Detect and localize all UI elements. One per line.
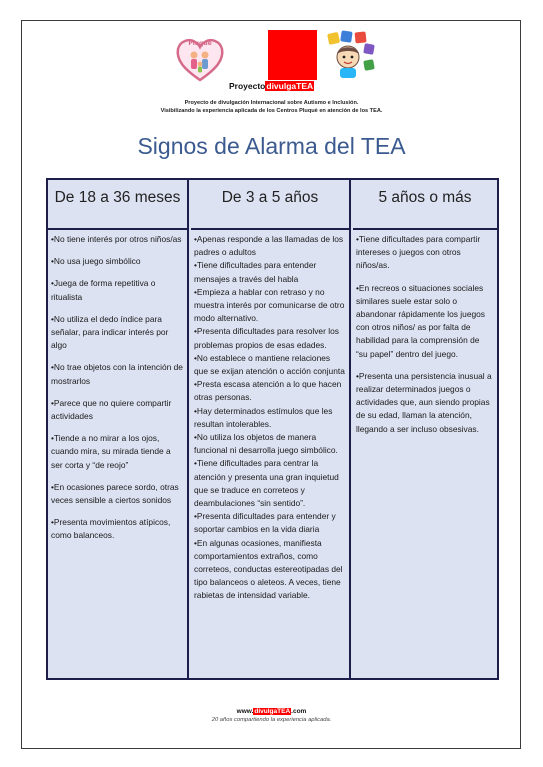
- list-item: •Presta escasa atención a lo que hacen otras personas.: [194, 379, 342, 403]
- url-highlight: divulgaTEA: [254, 708, 291, 715]
- column-5-plus-years: [353, 180, 497, 678]
- list-item: •En recreos o situaciones sociales similares suele estar solo o abandonar rápidamente los juegos con otros niños/ as por falta de habilidad para la comprensión de “su papel” dentro del juego.: [356, 282, 485, 359]
- sign-list: [353, 230, 497, 436]
- column-header: 5 años o más: [353, 180, 497, 230]
- child-blocks-logo-icon: [326, 30, 376, 80]
- list-item: •Hay determinados estímulos que les resultan intolerables.: [194, 405, 333, 429]
- url-prefix: www.: [236, 708, 254, 715]
- list-item: •Presenta una persistencia inusual a realizar determinados juegos o actividades que, aun siendo propias de su edad, llaman la atención, llegando a ser incluso obsesivas.: [356, 370, 492, 434]
- project-line-2: Visibilizando la experiencia aplicada de los Centros Pluquè en atención de los TEA.: [160, 108, 383, 114]
- list-item: •Presenta movimientos atípicos, como balanceos.: [51, 517, 171, 541]
- list-item: •Presenta dificultades para resolver los problemas propios de esas edades.: [194, 326, 339, 350]
- footer-tagline: 20 años compartiendo la experiencia aplicada.: [211, 717, 332, 723]
- column-3-5-years: [191, 180, 351, 678]
- brand-highlight: divulgaTEA: [266, 81, 314, 91]
- url-suffix: .com: [291, 708, 307, 715]
- list-item: •Tiene dificultades para centrar la atención y presenta una gran inquietud que se traduce en correteos y deambulaciones “sin sentido”.: [194, 458, 339, 509]
- column-header: De 18 a 36 meses: [48, 180, 187, 230]
- project-line-1: Proyecto de divulgación Internacional sobre Autismo e Inclusión.: [184, 100, 359, 106]
- alarm-signs-table: [46, 178, 499, 680]
- red-square-logo: [268, 30, 317, 80]
- svg-text:Pluquè: Pluquè: [188, 40, 212, 47]
- heart-family-logo-icon: [174, 33, 226, 85]
- list-item: •En ocasiones parece sordo, otras veces sensible a ciertos sonidos: [51, 481, 179, 506]
- list-item: •No usa juego simbólico: [51, 256, 141, 267]
- brand-prefix: Proyecto: [229, 81, 266, 91]
- brand-line: [229, 80, 314, 92]
- list-item: •No trae objetos con la intención de mostrarlos: [51, 362, 183, 386]
- column-18-36-months: [48, 180, 189, 678]
- list-item: •Tiene dificultades para compartir intereses o juegos con otros niños/as.: [356, 234, 481, 271]
- list-item: •Tiene dificultades para entender mensajes a través del habla: [194, 260, 317, 284]
- column-header: De 3 a 5 años: [191, 180, 349, 230]
- page-title: Signos de Alarma del TEA: [137, 133, 406, 159]
- list-item: •No utiliza los objetos de manera funcional ni desarrolla juego simbólico.: [194, 432, 338, 456]
- list-item: •Presenta dificultades para entender y soportar cambios en la vida diaria: [194, 511, 336, 535]
- list-item: •Parece que no quiere compartir actividades: [51, 397, 172, 422]
- sign-list: [191, 230, 349, 603]
- sign-list: [48, 230, 187, 543]
- list-item: •Juega de forma repetitiva o ritualista: [51, 278, 156, 302]
- list-item: •No establece o mantiene relaciones que se exijan atención o acción conjunta: [194, 352, 345, 377]
- list-item: •No tiene interés por otros niños/as: [51, 234, 182, 244]
- list-item: •Empieza a hablar con retraso y no muestra interés por comunicarse de otro modo alternativo.: [194, 286, 345, 324]
- list-item: •Apenas responde a las llamadas de los padres o adultos: [194, 234, 344, 258]
- footer-url[interactable]: [0, 707, 543, 716]
- list-item: •En algunas ocasiones, manifiesta comportamientos extraños, como correteos, conductas estereotipadas del tipo balanceos o aleteos. A veces, tiene rabietas de intensidad variable.: [194, 537, 343, 601]
- list-item: •No utiliza el dedo índice para señalar, para indicar interés por algo: [51, 313, 169, 351]
- list-item: •Tiende a no mirar a los ojos, cuando mira, su mirada tiende a ser corta y “de reojo”: [51, 433, 171, 470]
